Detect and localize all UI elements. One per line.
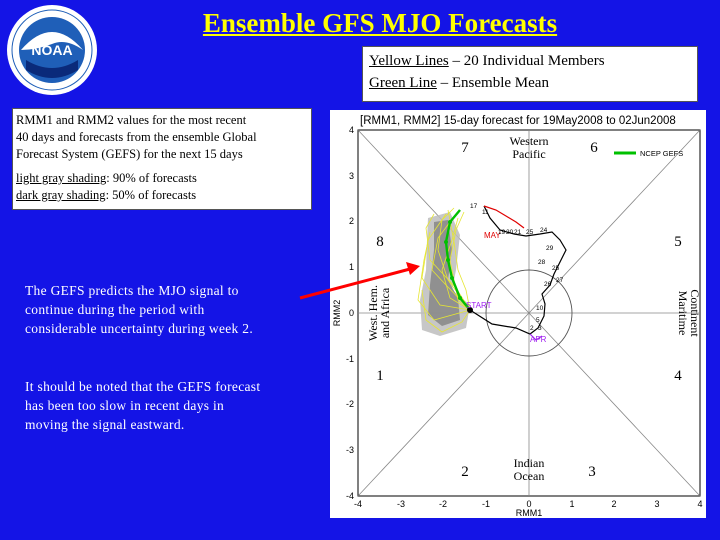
x-tick-label: 3 [654,499,660,509]
phase-2-label: 2 [461,464,469,480]
region-west-hem-line1: West. Hem. [366,284,380,342]
date-label: 19 [498,229,506,236]
description-line-3: Forecast System (GEFS) for the next 15 days [16,147,243,161]
phase-6-label: 6 [590,140,598,156]
y-tick-label: 3 [348,171,354,181]
green-text: – Ensemble Mean [436,75,549,91]
note1-line-1: The GEFS predicts the MJO signal to [25,283,239,298]
date-label: 10 [536,305,544,312]
x-tick-label: -3 [396,499,406,509]
phase-5-label: 5 [674,234,682,250]
note1-line-2: continue during the period with [25,302,205,317]
note2-line-3: moving the signal eastward. [25,417,185,432]
region-indian-line2: Ocean [513,469,545,483]
may-label: MAY [484,231,501,240]
x-tick-label: 0 [526,499,532,509]
dark-shading-text: : 50% of forecasts [105,188,197,202]
y-axis-label: RMM2 [332,299,342,327]
date-label: 26 [544,281,552,288]
date-label: 25 [552,265,560,272]
date-label: 21 [514,229,522,236]
phase-3-label: 3 [588,464,596,480]
phase-7-label: 7 [461,140,469,156]
phase-4-label: 4 [674,368,682,384]
description-line-2: 40 days and forecasts from the ensemble Global [16,130,257,144]
page-title: Ensemble GFS MJO Forecasts [202,8,558,38]
x-tick-label: -1 [481,499,491,509]
date-label: 24 [540,227,548,234]
plot-legend-label: NCEP GEFS [640,149,684,158]
region-west-hem-line2: and Africa [378,287,392,339]
region-western-line1: Western [509,134,549,148]
phase-8-label: 8 [376,234,384,250]
phase-1-label: 1 [376,368,384,384]
x-axis-label: RMM1 [515,508,543,518]
y-tick-label: 2 [348,216,354,226]
x-tick-label: 2 [611,499,617,509]
yellow-text: – 20 Individual Members [448,53,605,69]
apr-label: APR [530,335,547,344]
y-tick-label: 0 [348,308,354,318]
y-tick-label: -4 [345,491,354,501]
x-tick-label: 4 [697,499,703,509]
note1-line-3: considerable uncertainty during week 2. [25,321,253,336]
date-label: 29 [546,245,554,252]
date-label: 5 [536,317,540,324]
x-tick-label: -2 [438,499,448,509]
start-label: START [466,301,492,310]
y-tick-label: -1 [345,354,354,364]
date-label: 11 [482,209,489,216]
date-label: 20 [506,229,514,236]
note2-line-1: It should be noted that the GEFS forecast [25,379,261,394]
date-label: 25 [526,229,534,236]
date-label: 28 [538,259,546,266]
region-maritime-line1: Maritime [676,290,690,336]
description-line-1: RMM1 and RMM2 values for the most recent [16,113,247,127]
y-tick-label: -2 [345,399,354,409]
y-tick-label: 1 [348,262,354,272]
y-tick-label: -3 [345,445,354,455]
x-tick-label: -4 [353,499,363,509]
logo-text: NOAA [31,42,73,58]
region-maritime-line2: Continent [688,289,702,337]
dark-shading-key: dark gray shading [16,188,106,202]
yellow-key: Yellow Lines [369,53,449,69]
region-indian-line1: Indian [513,456,545,470]
date-label: 2 [530,325,534,332]
light-shading-text: : 90% of forecasts [106,171,197,185]
plot-header: [RMM1, RMM2] 15-day forecast for 19May2008 to 02Jun2008 [360,115,676,127]
note2-line-2: has been too slow in recent days in [25,398,225,413]
date-label: 17 [470,203,478,210]
y-tick-label: 4 [348,125,354,135]
x-tick-label: 1 [569,499,575,509]
region-western-line2: Pacific [512,147,546,161]
date-label: 27 [556,277,564,284]
green-key: Green Line [369,75,437,91]
light-shading-key: light gray shading [16,171,107,185]
date-label: 3 [538,325,542,332]
